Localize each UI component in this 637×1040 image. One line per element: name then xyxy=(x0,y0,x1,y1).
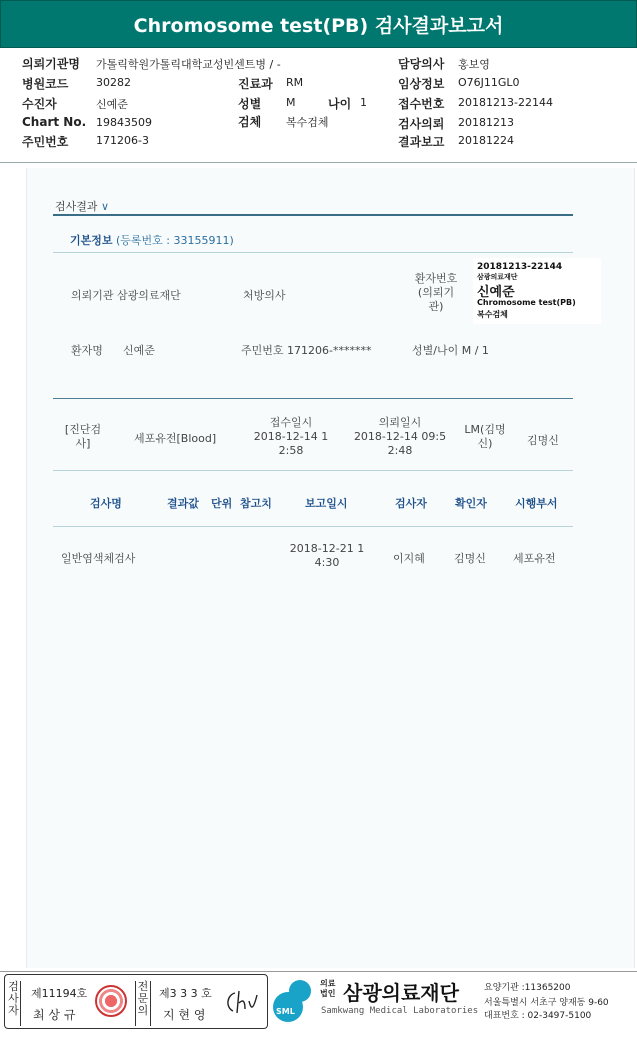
row-checker: 김명신 xyxy=(454,552,486,565)
rrn-label: 주민번호 171206-******* xyxy=(241,344,372,357)
test-category: 세포유전[Blood] xyxy=(134,432,217,445)
row-test-name: 일반염색체검사 xyxy=(61,552,136,565)
basic-divider xyxy=(53,252,573,253)
dept-value: RM xyxy=(286,76,304,89)
sticker-specimen: 복수검체 xyxy=(477,310,508,319)
row-dept: 세포유전 xyxy=(513,552,556,565)
recipient-value: 신예준 xyxy=(96,98,128,111)
tester-license-no: 제11194호 xyxy=(31,987,88,1000)
header-divider xyxy=(0,162,637,163)
accession-value: 20181213-22144 xyxy=(458,96,553,109)
signature xyxy=(223,987,261,1017)
col-report-date: 보고일시 xyxy=(305,497,348,510)
result-panel xyxy=(26,168,635,968)
order-doctor: 김명신 xyxy=(527,434,559,447)
specimen-value: 복수검체 xyxy=(286,116,329,129)
row-report-date: 2018-12-21 1 4:30 xyxy=(289,542,365,569)
org-value: 가톨릭학원가톨릭대학교성빈센트병 / - xyxy=(96,58,281,71)
sticker-accession: 20181213-22144 xyxy=(477,262,563,272)
row-tester: 이지혜 xyxy=(393,552,425,565)
brand-english: Samkwang Medical Laboratories xyxy=(321,1006,479,1016)
rrn-value: 171206-3 xyxy=(96,134,149,147)
report-date-value: 20181224 xyxy=(458,134,514,147)
age-value: 1 xyxy=(360,96,367,109)
prescriber-label: 처방의사 xyxy=(243,289,286,302)
lm-doctor: LM(김명 신) xyxy=(464,423,506,450)
label-accession: 접수번호 xyxy=(398,97,445,111)
basic-info-title: 기본정보 (등록번호 : 33155911) xyxy=(70,234,234,247)
col-dept: 시행부서 xyxy=(515,497,558,510)
brand-logo xyxy=(271,976,323,1028)
chevron-down-icon: ∨ xyxy=(101,200,110,213)
label-report-date: 결과보고 xyxy=(398,135,445,149)
label-clinical: 임상정보 xyxy=(398,77,445,91)
label-recipient: 수진자 xyxy=(22,97,57,111)
label-rrn: 주민번호 xyxy=(22,135,69,149)
report-title: Chromosome test(PB) 검사결과보고서 xyxy=(0,0,637,48)
section-tab[interactable]: 검사결과 ∨ xyxy=(55,200,110,213)
specialist-license-no: 제3 3 3 호 xyxy=(159,987,212,1000)
seal-stamp xyxy=(95,985,127,1017)
sex-age-label: 성별/나이 M / 1 xyxy=(412,344,489,357)
label-dept: 진료과 xyxy=(238,77,273,91)
logo-text: SML xyxy=(276,1007,295,1016)
col-unit: 단위 xyxy=(211,497,233,510)
diagnosis-tag: [진단검 사] xyxy=(64,423,102,450)
label-code: 병원코드 xyxy=(22,77,69,91)
col-reference: 참고치 xyxy=(240,497,272,510)
chart-value: 19843509 xyxy=(96,116,152,129)
patient-name-label: 환자명 xyxy=(71,344,103,357)
label-doctor: 담당의사 xyxy=(398,57,445,71)
tester-name: 최 상 규 xyxy=(33,1008,76,1022)
col-result: 결과값 xyxy=(167,497,199,510)
signature-box xyxy=(4,974,268,1029)
sex-value: M xyxy=(286,96,296,109)
order-rule xyxy=(53,398,573,399)
col-test-name: 검사명 xyxy=(90,497,122,510)
patient-number-label: 환자번호 (의뢰기 관) xyxy=(414,272,458,313)
brand-name: 삼광의료재단 xyxy=(343,981,459,1005)
corp-label: 의료 법인 xyxy=(320,979,336,998)
specialist-name: 지 현 영 xyxy=(163,1008,206,1022)
col-tester: 검사자 xyxy=(395,497,427,510)
address: 서울특별시 서초구 양재동 9-60 xyxy=(484,998,609,1008)
request-date-value: 20181213 xyxy=(458,116,514,129)
requested-datetime: 의뢰일시 2018-12-14 09:5 2:48 xyxy=(353,416,447,457)
institution-label: 의뢰기관 삼광의료재단 xyxy=(71,289,181,302)
sticker-test: Chromosome test(PB) xyxy=(477,298,576,307)
label-request-date: 검사의뢰 xyxy=(398,117,445,131)
clinical-value: O76J11GL0 xyxy=(458,76,520,89)
patient-name-value: 신예준 xyxy=(123,344,155,357)
label-org: 의뢰기관명 xyxy=(22,57,80,71)
label-sex: 성별 xyxy=(238,97,262,111)
received-datetime: 접수일시 2018-12-14 1 2:58 xyxy=(253,416,329,457)
label-sticker xyxy=(473,258,601,324)
doctor-value: 홍보영 xyxy=(458,58,490,71)
phone: 대표번호 : 02-3497-5100 xyxy=(484,1011,592,1021)
label-specimen: 검체 xyxy=(238,115,262,129)
sticker-patient: 신예준 xyxy=(477,285,515,300)
tester-vertical-label: 검 사 자 xyxy=(7,981,21,1026)
order-divider xyxy=(53,470,573,471)
specialist-vertical-label: 전 문 의 xyxy=(135,981,151,1026)
label-chart: Chart No. xyxy=(22,115,87,129)
col-checker: 확인자 xyxy=(455,497,487,510)
logo-circle-small xyxy=(289,980,311,1002)
code-value: 30282 xyxy=(96,76,131,89)
section-rule xyxy=(53,214,573,216)
results-divider xyxy=(53,526,573,527)
label-age: 나이 xyxy=(328,97,352,111)
sticker-org: 삼광의료재단 xyxy=(477,273,518,281)
institution-code: 요양기관 :11365200 xyxy=(484,983,571,993)
